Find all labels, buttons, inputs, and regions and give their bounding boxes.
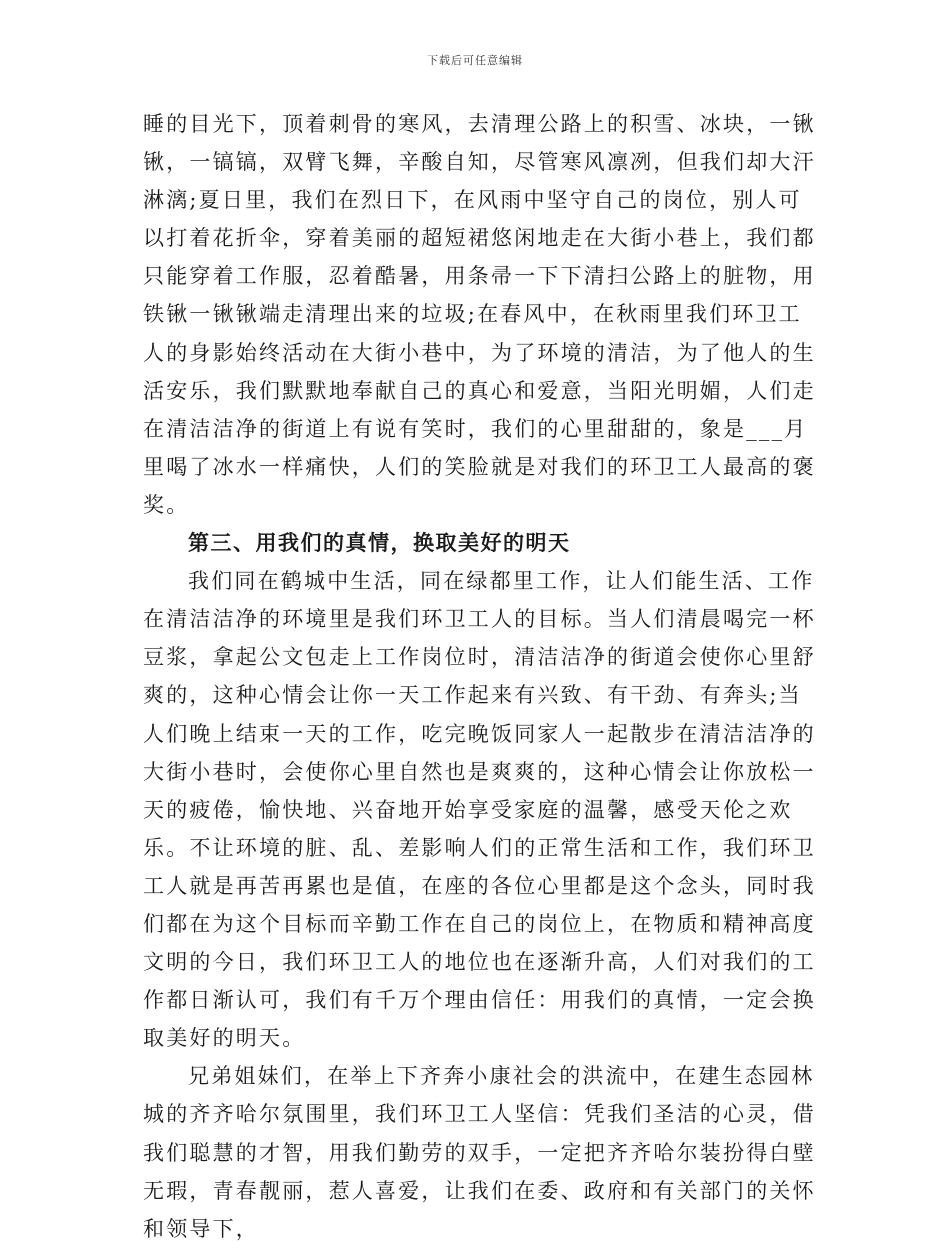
section-heading: 第三、用我们的真情，换取美好的明天 (188, 531, 571, 556)
paragraph: 兄弟姐妹们，在举上下齐奔小康社会的洪流中，在建生态园林城的齐齐哈尔氛围里，我们环卫工人坚信：凭我们圣洁的心灵，借我们聪慧的才智，用我们勤劳的双手，一定把齐齐哈尔装扮得白壁无瑕，青春靓丽，惹人喜爱，让我们在委、政府和有关部门的关怀和领导下， (143, 1064, 816, 1241)
paragraph-continuation: 睡的目光下，顶着刺骨的寒风，去清理公路上的积雪、冰块，一锹锹，一镐镐，双臂飞舞，辛酸自知，尽管寒风凛冽，但我们却大汗淋漓;夏日里，我们在烈日下，在风雨中坚守自己的岗位，别人可以打着花折伞，穿着美丽的超短裙悠闲地走在大街小巷上，我们都只能穿着工作服，忍着酷暑，用条帚一下下清扫公路上的脏物，用铁锹一锹锹端走清理出来的垃圾;在春风中，在秋雨里我们环卫工人的身影始终活动在大街小巷中，为了环境的清洁，为了他人的生活安乐，我们默默地奉献自己的真心和爱意，当阳光明媚，人们走在清洁洁净的街道上有说有笑时，我们的心里甜甜的，象是___月里喝了冰水一样痛快，人们的笑脸就是对我们的环卫工人最高的褒奖。 (143, 112, 816, 517)
paragraph: 我们同在鹤城中生活，同在绿都里工作，让人们能生活、工作在清洁洁净的环境里是我们环卫工人的目标。当人们清晨喝完一杯豆浆，拿起公文包走上工作岗位时，清洁洁净的街道会使你心里舒爽的，这种心情会让你一天工作起来有兴致、有干劲、有奔头;当人们晚上结束一天的工作，吃完晚饭同家人一起散步在清洁洁净的大街小巷时，会使你心里自然也是爽爽的，这种心情会让你放松一天的疲倦，愉快地、兴奋地开始享受家庭的温馨，感受天伦之欢乐。不让环境的脏、乱、差影响人们的正常生活和工作，我们环卫工人就是再苦再累也是值，在座的各位心里都是这个念头，同时我们都在为这个目标而辛勤工作在自己的岗位上，在物质和精神高度文明的今日，我们环卫工人的地位也在逐渐升高，人们对我们的工作都日渐认可，我们有千万个理由信任：用我们的真情，一定会换取美好的明天。 (143, 569, 816, 1051)
page-header: 下载后可任意编辑 (427, 54, 523, 67)
document-body (143, 105, 823, 1248)
